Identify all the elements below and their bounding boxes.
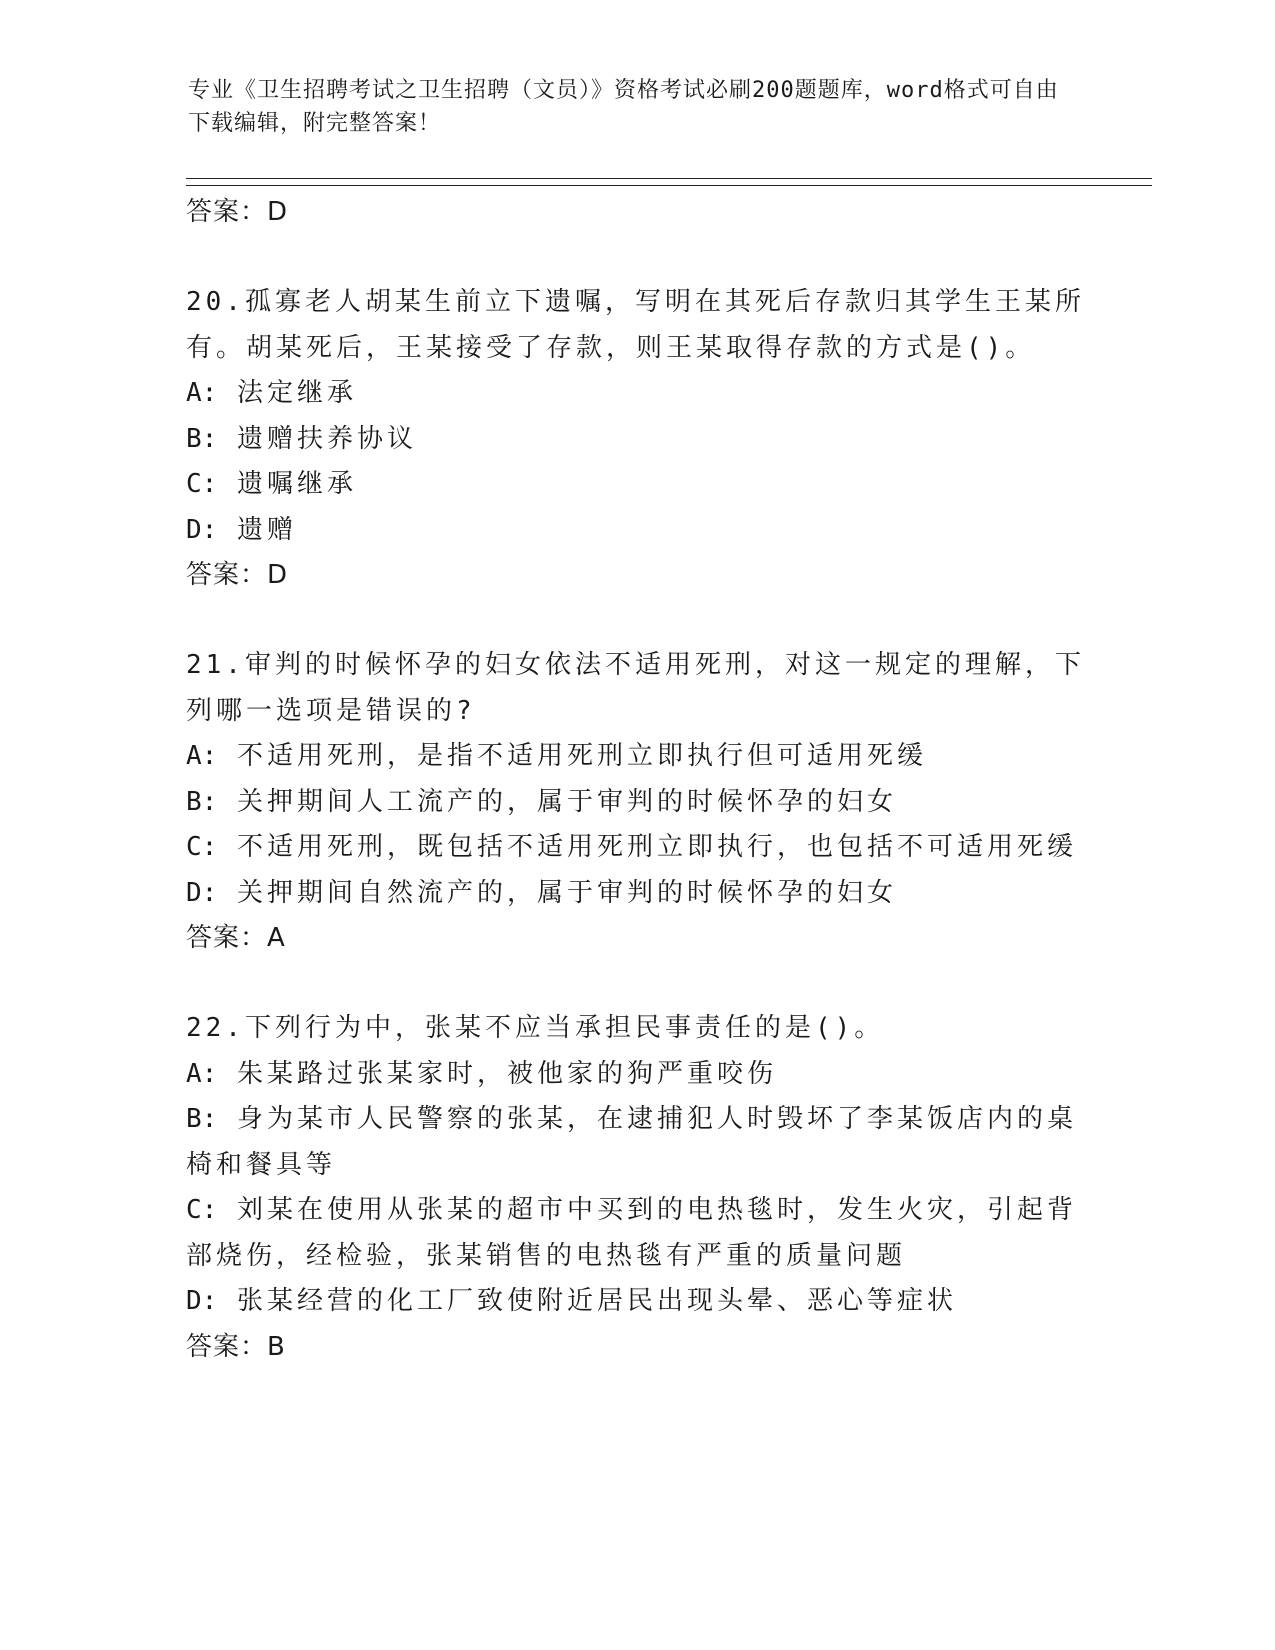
option-key: C: — [186, 1195, 218, 1225]
question-list — [186, 190, 1086, 1370]
question-20 — [186, 280, 1086, 598]
answer-line: 答案：B — [186, 1331, 286, 1362]
option-d — [186, 1279, 1086, 1325]
option-text: 遗赠 — [236, 514, 297, 545]
option-text: 刘某在使用从张某的超市中买到的电热毯时，发生火灾，引起背部烧伤，经检验，张某销售的电热毯有严重的质量问题 — [186, 1195, 1077, 1271]
option-c — [186, 825, 1086, 871]
option-b — [186, 780, 1086, 826]
option-key: A: — [186, 1058, 218, 1089]
option-key: A: — [186, 741, 218, 771]
option-key: D: — [186, 514, 218, 545]
option-text: 身为某市人民警察的张某，在逮捕犯人时毁坏了李某饭店内的桌椅和餐具等 — [186, 1104, 1077, 1180]
question-text: 20.孤寡老人胡某生前立下遗嘱，写明在其死后存款归其学生王某所有。胡某死后，王某接受了存款，则王某取得存款的方式是()。 — [186, 287, 1085, 363]
option-text: 不适用死刑，是指不适用死刑立即执行但可适用死缓 — [236, 741, 927, 771]
option-a — [186, 1052, 1086, 1098]
option-text: 不适用死刑，既包括不适用死刑立即执行，也包括不可适用死缓 — [236, 832, 1077, 862]
option-b — [186, 417, 1086, 463]
option-key: C: — [186, 832, 218, 862]
document-header: 专业《卫生招聘考试之卫生招聘（文员）》资格考试必刷200题题库，word格式可自由下载编辑，附完整答案！ — [188, 78, 1059, 136]
option-text: 法定继承 — [236, 378, 357, 408]
option-key: D: — [186, 1286, 218, 1316]
option-text: 朱某路过张某家时，被他家的狗严重咬伤 — [236, 1058, 777, 1089]
option-key: D: — [186, 877, 218, 908]
question-21 — [186, 643, 1086, 961]
answer-line: 答案：A — [186, 923, 286, 953]
option-key: B: — [186, 423, 218, 454]
option-d — [186, 871, 1086, 917]
option-text: 遗赠扶养协议 — [236, 423, 417, 454]
answer-line: 答案：D — [186, 560, 289, 590]
option-text: 关押期间人工流产的，属于审判的时候怀孕的妇女 — [236, 786, 897, 817]
answer-line: 答案：D — [186, 197, 289, 227]
header-double-rule — [186, 178, 1152, 186]
question-text: 21.审判的时候怀孕的妇女依法不适用死刑，对这一规定的理解，下列哪一选项是错误的? — [186, 650, 1085, 726]
option-key: B: — [186, 786, 218, 817]
question-text: 22.下列行为中，张某不应当承担民事责任的是()。 — [186, 1013, 885, 1043]
option-a — [186, 734, 1086, 780]
option-key: C: — [186, 469, 218, 499]
option-text: 关押期间自然流产的，属于审判的时候怀孕的妇女 — [236, 877, 897, 908]
option-key: A: — [186, 378, 218, 408]
option-text: 遗嘱继承 — [236, 469, 357, 499]
option-b — [186, 1097, 1086, 1188]
option-c — [186, 1188, 1086, 1279]
option-d — [186, 508, 1086, 554]
option-c — [186, 462, 1086, 508]
question-22 — [186, 1006, 1086, 1370]
option-text: 张某经营的化工厂致使附近居民出现头晕、恶心等症状 — [236, 1286, 957, 1316]
option-a — [186, 371, 1086, 417]
option-key: B: — [186, 1104, 218, 1134]
